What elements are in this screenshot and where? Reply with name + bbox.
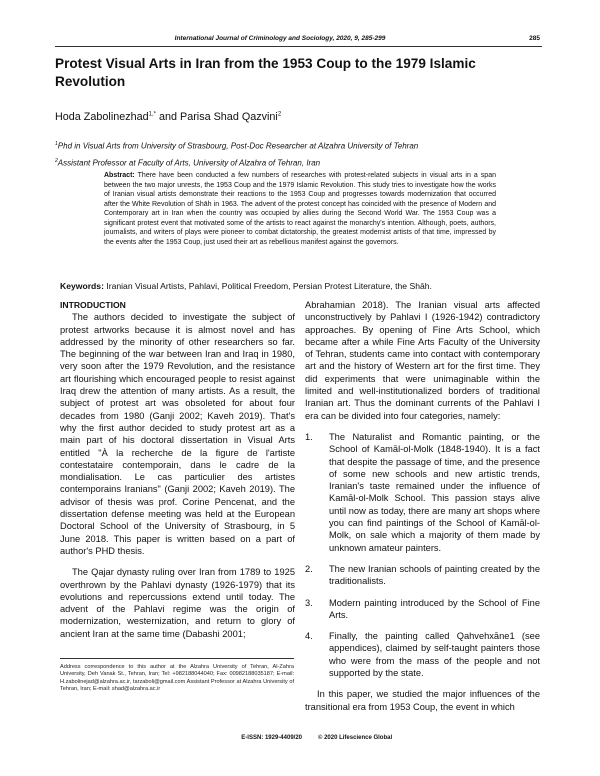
- list-number: 4.: [305, 631, 313, 642]
- keywords: [60, 281, 432, 291]
- header-divider: [55, 46, 542, 47]
- list-number: 3.: [305, 597, 313, 608]
- list-text: Finally, the painting called Qahvehxāne1 (see appendices), claimed by self-taught painters those who were from the mass of the people and not supported by the state.: [329, 631, 540, 679]
- list-item: [305, 563, 540, 588]
- affiliation-text: Phd in Visual Arts from University of Strasbourg, Post-Doc Researcher at Alzahra University of Tehran: [57, 141, 419, 151]
- body-paragraph: Abrahamian 2018). The Iranian visual arts affected unconstructively by Pahlavi I (1926-1942) contradictory approaches. By opening of Fine Arts School, which became after a while Fine Arts Faculty of the University of Tehran, students came into contact with contemporary art and the history of Western art for the first time. They did experiments that were unimaginable within the limited and well-institutionalized borders of traditional Iranian art. Thus the dominant currents of the Pahlavi I era can be divided into four categories, namely:: [305, 300, 540, 421]
- affiliation-marker: 2: [55, 158, 58, 164]
- list-item: [305, 630, 540, 679]
- abstract-label: Abstract:: [104, 172, 135, 179]
- author-affiliation-marker: 1,*: [148, 111, 156, 118]
- author-line: [55, 111, 281, 123]
- body-paragraph: The authors decided to investigate the subject of protest artworks because it is almost novel and has addressed by the minority of other researchers so far. The beginning of the war between Iran and Iraq in 1980, very soon after the 1979 Revolution, and the resistance art flourishing which encouraged people to resist against Iraq drew the attention of many artists. As a result, the subject of protest art was obsoleted for about four decades from 1980 (Ganji 2002; Kaveh 2019). That's why the first author decided to study protest art as a main part of his doctoral dissertation in Visual Arts entitled "À la recherche de la figure de l'artiste contestataire contemporain, dans le cadre de la mondialisation. Le cas particulier des artistes contemporains Iranians" (Ganji 2002; Kaveh 2019). The advisor of thesis was prof. Corine Pencenat, and the dissertation defense meeting was held at the European Doctoral School of the University of Strasbourg, in 5 June 2018. This paper is written based on a part of author's PHD thesis.: [60, 312, 295, 556]
- copyright: © 2020 Lifescience Global: [318, 735, 393, 741]
- paper-title: Protest Visual Arts in Iran from the 1953 Coup to the 1979 Islamic Revolution: [55, 56, 476, 89]
- affiliation: [55, 158, 320, 168]
- list-text: Modern painting introduced by the School of Fine Arts.: [329, 597, 540, 620]
- keywords-text: Iranian Visual Artists, Pahlavi, Political Freedom, Persian Protest Literature, the Shāh.: [103, 281, 432, 291]
- category-list: [305, 431, 540, 679]
- body-paragraph: In this paper, we studied the major influences of the transitional era from 1953 Coup, the event in which: [305, 689, 540, 712]
- list-number: 2.: [305, 563, 313, 574]
- left-column: [60, 299, 295, 640]
- affiliation: [55, 141, 418, 151]
- list-item: [305, 431, 540, 554]
- list-item: [305, 597, 540, 622]
- abstract: [104, 171, 496, 247]
- affiliation-marker: 1: [55, 141, 58, 147]
- affiliation-text: Assistant Professor at Faculty of Arts, University of Alzahra of Tehran, Iran: [57, 158, 321, 168]
- page-number: 285: [529, 35, 540, 42]
- body-paragraph: The Qajar dynasty ruling over Iran from 1789 to 1925 overthrown by the Pahlavi dynasty (1926-1979) that its evolutions and repercussions extend until today. The advent of the Pahlavi regime was the origin of modernization, westernization, and return to glory of ancient Iran at the same time (Dabashi 2001;: [60, 567, 295, 639]
- author-joiner: and: [155, 111, 180, 123]
- author-affiliation-marker: 2: [277, 111, 282, 118]
- author-name: Parisa Shad Qazvini: [180, 111, 278, 123]
- abstract-text: There have been conducted a few numbers of researches with protest-related subjects in visual arts in a span between the two major unrests, the 1953 Coup and the 1979 Islamic Revolution. This study tries to investigate how the works of Iranian visual artists demonstrate their reactions to the 1953 Coup and progresses towards modernization that occurred after the White Revolution of Shāh in 1963. The advent of the protest concept has coincided with the presence of Modern and Contemporary art in Iran when the country was occupied by allies during the Second World War. The 1953 Coup was a significant protest event that motivated some of the artists to react against the monarchy's intention. Although, poets, authors, journalists, and writers of plays were pioneer to combat dictatorship, the greatest modernist artists of that time, impressed by the events after the 1953 Coup, just used their art as rebellious manifest against the governors.: [104, 172, 496, 246]
- right-column: [305, 299, 540, 713]
- list-text: The new Iranian schools of painting created by the traditionalists.: [329, 563, 540, 587]
- list-number: 1.: [305, 431, 313, 442]
- section-heading: INTRODUCTION: [60, 300, 126, 310]
- keywords-label: Keywords:: [60, 281, 104, 291]
- footnote-divider: [60, 658, 294, 659]
- author-name: Hoda Zabolinezhad: [55, 111, 149, 123]
- issn: E-ISSN: 1929-4409/20: [241, 735, 302, 741]
- journal-citation: International Journal of Criminology and Sociology, 2020, 9, 285-299: [174, 35, 386, 42]
- correspondence-footnote: Address correspondence to this author at the Alzahra University of Tehran, Al-Zahra University, Deh Vanak St., Tehran, Iran; Tel: +982188044040; Fax: 00982188035187; E-mail: H.zabolinejad@alzahra.ac.ir, tarzaboli@gmail.com Assistant Professor at Alzahra University of Tehran, Iran; E-mail: shad@alzahra.ac.ir: [60, 664, 294, 693]
- list-text: The Naturalist and Romantic painting, or the School of Kamāl-ol-Molk (1848-1940). It is a fact that despite the passage of time, and the presence of some new schools and new artistic trends, Iranian's taste remained under the influence of Kamāl-ol-Molk School. This passion stays alive until now as today, there are many art shops where you can find paintings of the School of Kamāl-ol-Molk, on sale which a majority of them made by unknown amateur painters.: [329, 431, 540, 553]
